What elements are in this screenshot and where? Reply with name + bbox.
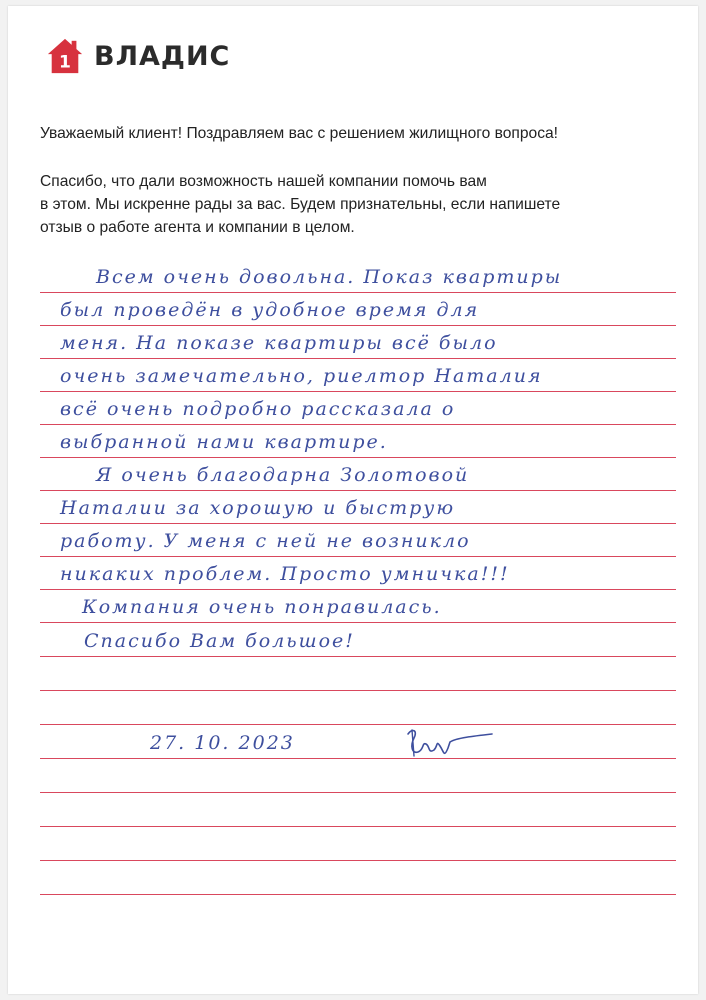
ruled-line (40, 391, 676, 392)
ruled-line (40, 656, 676, 657)
handwritten-line: Наталии за хорошую и быструю (60, 497, 456, 519)
handwritten-line: выбранной нами квартире. (60, 431, 388, 453)
handwritten-line: меня. На показе квартиры всё было (60, 332, 498, 354)
signature-mark (404, 724, 494, 762)
intro-paragraph (40, 170, 680, 239)
ruled-line (40, 622, 676, 623)
intro-line: Спасибо, что дали возможность нашей компании помочь вам (40, 173, 487, 190)
brand-name: ВЛАДИС (94, 40, 231, 72)
company-logo (46, 36, 230, 76)
handwritten-line: очень замечательно, риелтор Наталия (60, 365, 543, 387)
handwritten-line: всё очень подробно рассказала о (60, 398, 456, 420)
logo-digit: 1 (59, 52, 71, 73)
ruled-line (40, 523, 676, 524)
ruled-line (40, 358, 676, 359)
handwritten-line: Я очень благодарна Золотовой (96, 464, 470, 486)
handwritten-line: Компания очень понравилась. (82, 596, 442, 618)
feedback-sheet (8, 6, 698, 994)
ruled-line (40, 589, 676, 590)
intro-line: в этом. Мы искренне рады за вас. Будем признательны, если напишете (40, 196, 561, 213)
ruled-line (40, 826, 676, 827)
review-date: 27. 10. 2023 (150, 732, 295, 754)
ruled-line (40, 792, 676, 793)
handwritten-line: никаких проблем. Просто умничка!!! (60, 563, 510, 585)
ruled-line (40, 292, 676, 293)
ruled-line (40, 457, 676, 458)
ruled-line (40, 690, 676, 691)
ruled-line (40, 894, 676, 895)
ruled-line (40, 758, 676, 759)
ruled-line (40, 556, 676, 557)
ruled-line (40, 724, 676, 725)
ruled-line (40, 490, 676, 491)
handwritten-line: был проведён в удобное время для (60, 299, 480, 321)
ruled-line (40, 424, 676, 425)
greeting-text: Уважаемый клиент! Поздравляем вас с решением жилищного вопроса! (40, 125, 559, 142)
handwritten-line: Всем очень довольна. Показ квартиры (96, 266, 563, 288)
ruled-line (40, 325, 676, 326)
intro-line: отзыв о работе агента и компании в целом. (40, 219, 355, 236)
ruled-line (40, 860, 676, 861)
house-icon (46, 37, 84, 75)
handwritten-line: Спасибо Вам большое! (84, 630, 355, 652)
handwritten-line: работу. У меня с ней не возникло (60, 530, 471, 552)
